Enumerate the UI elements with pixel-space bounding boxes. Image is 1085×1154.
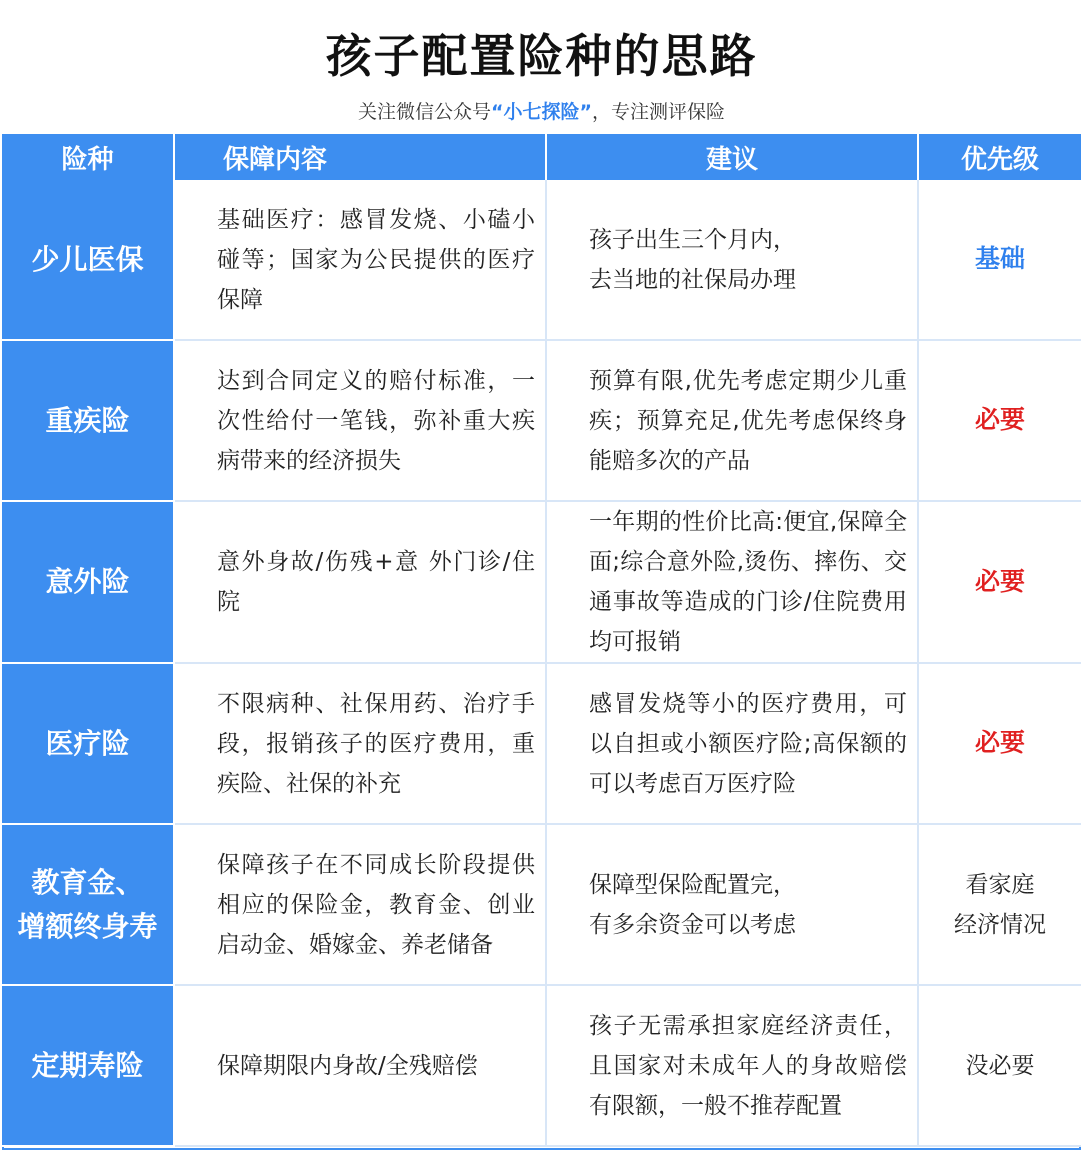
table-row: [2, 663, 1081, 824]
table-row: [2, 340, 1081, 501]
table-row: [2, 180, 1081, 340]
row-type: 定期寿险: [2, 985, 174, 1146]
row-priority: [918, 985, 1081, 1146]
subtitle-prefix: 关注微信公众号: [357, 101, 491, 123]
row-priority: [918, 340, 1081, 501]
subtitle-brand: “小七探险”: [491, 101, 592, 123]
row-priority: [918, 663, 1081, 824]
row-advice: 预算有限,优先考虑定期少儿重疾；预算充足,优先考虑保终身能赔多次的产品: [546, 340, 918, 501]
row-coverage: 保障孩子在不同成长阶段提供相应的保险金，教育金、创业启动金、婚嫁金、养老储备: [174, 824, 546, 985]
row-coverage: 不限病种、社保用药、治疗手段，报销孩子的医疗费用，重疾险、社保的补充: [174, 663, 546, 824]
subtitle-suffix: ，专注测评保险: [591, 101, 725, 123]
row-coverage: 基础医疗：感冒发烧、小磕小碰等；国家为公民提供的医疗保障: [174, 180, 546, 340]
header-advice: 建议: [546, 134, 918, 180]
header-coverage: 保障内容: [174, 134, 546, 180]
row-coverage: 意外身故/伤残+意 外门诊/住院: [174, 501, 546, 663]
table-row: [2, 824, 1081, 985]
row-priority: [918, 824, 1081, 985]
row-advice: 保障型保险配置完， 有多余资金可以考虑: [546, 824, 918, 985]
priority-label: 必要: [974, 566, 1025, 596]
row-type: 重疾险: [2, 340, 174, 501]
row-advice: 孩子无需承担家庭经济责任，且国家对未成年人的身故赔偿有限额，一般不推荐配置: [546, 985, 918, 1146]
priority-label: 没必要: [965, 1052, 1035, 1079]
priority-label: 必要: [974, 405, 1025, 434]
row-type: 医疗险: [2, 663, 174, 824]
subtitle: [2, 97, 1081, 124]
row-coverage: 达到合同定义的赔付标准，一次性给付一笔钱，弥补重大疾病带来的经济损失: [174, 340, 546, 501]
row-advice: 孩子出生三个月内， 去当地的社保局办理: [546, 180, 918, 340]
priority-label: 看家庭 经济情况: [954, 871, 1046, 938]
table-header-row: [2, 134, 1081, 180]
row-advice: 感冒发烧等小的医疗费用，可以自担或小额医疗险;高保额的可以考虑百万医疗险: [546, 663, 918, 824]
row-type: 教育金、 增额终身寿: [2, 824, 174, 985]
table-row: [2, 501, 1081, 663]
table-row: [2, 985, 1081, 1146]
row-type: 少儿医保: [2, 180, 174, 340]
row-priority: [918, 501, 1081, 663]
row-advice: 一年期的性价比高:便宜,保障全面;综合意外险,烫伤、摔伤、交通事故等造成的门诊/住院费用均可报销: [546, 501, 918, 663]
page-title: 孩子配置险种的思路: [325, 29, 758, 83]
title-area: [2, 2, 1081, 134]
header-priority: 优先级: [918, 134, 1081, 180]
priority-label: 必要: [974, 728, 1025, 757]
priority-label: 基础: [974, 244, 1025, 273]
row-coverage: 保障期限内身故/全残赔偿: [174, 985, 546, 1146]
row-priority: [918, 180, 1081, 340]
header-type: 险种: [2, 134, 174, 180]
insurance-table: [2, 134, 1081, 1147]
row-type: 意外险: [2, 501, 174, 663]
